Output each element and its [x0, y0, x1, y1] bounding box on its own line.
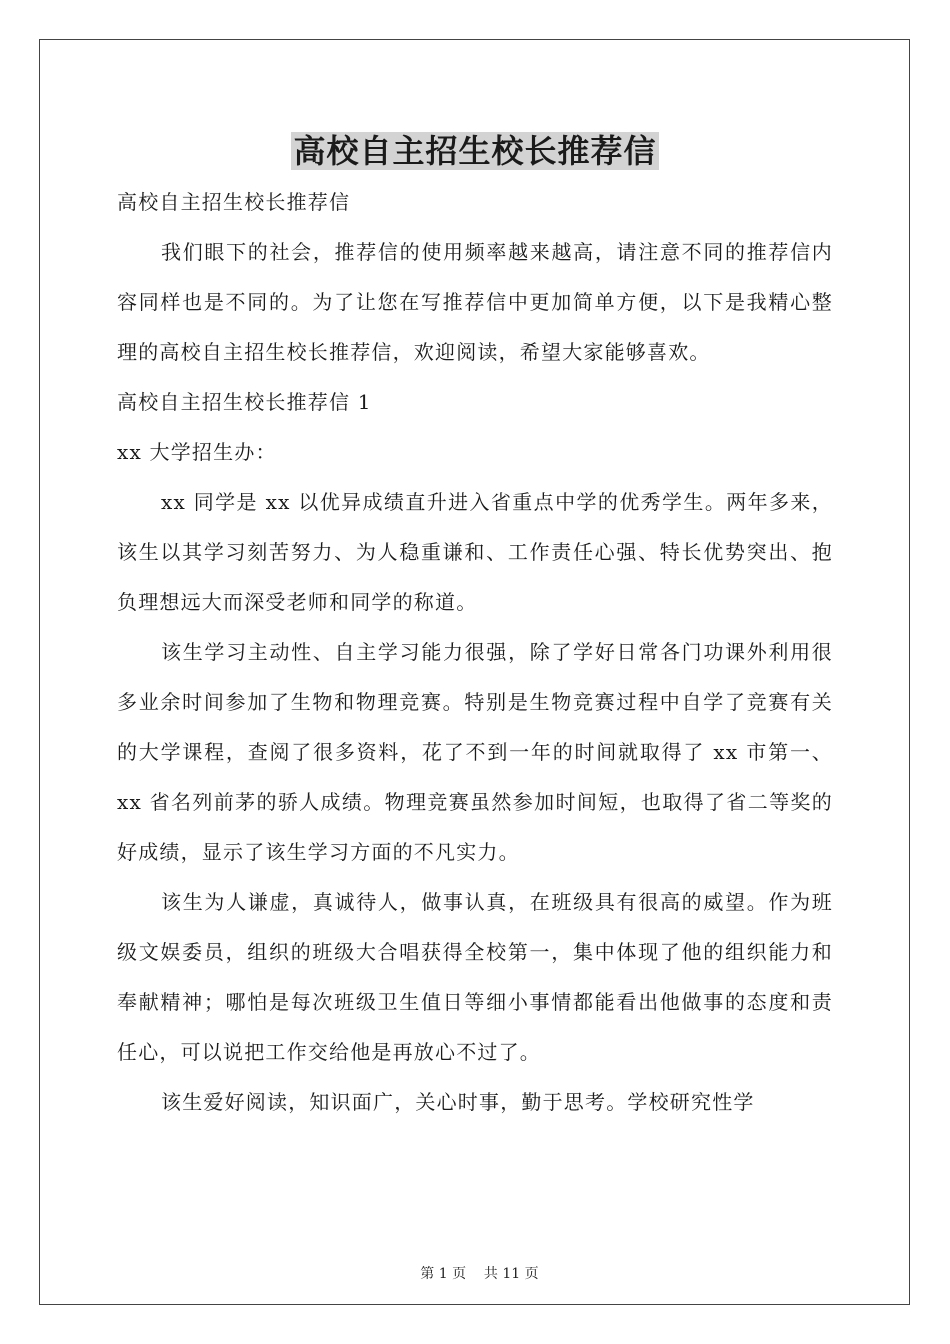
page-number-label: 第 1 页 共 11 页 [420, 1266, 539, 1282]
body-paragraph: 该生为人谦虚，真诚待人，做事认真，在班级具有很高的威望。作为班级文娱委员，组织的班级大合唱获得全校第一，集中体现了他的组织能力和奉献精神；哪怕是每次班级卫生值日等细小事情都能看出他做事的态度和责任心，可以说把工作交给他是再放心不过了。 [117, 890, 833, 1064]
subtitle-line: 高校自主招生校长推荐信 [117, 190, 351, 214]
body-paragraph: xx 同学是 xx 以优异成绩直升进入省重点中学的优秀学生。两年多来，该生以其学习刻苦努力、为人稳重谦和、工作责任心强、特长优势突出、抱负理想远大而深受老师和同学的称道。 [117, 490, 833, 614]
document-body [117, 177, 833, 1127]
document-title-text: 高校自主招生校长推荐信 [293, 132, 657, 170]
intro-paragraph: 我们眼下的社会，推荐信的使用频率越来越高，请注意不同的推荐信内容同样也是不同的。为了让您在写推荐信中更加简单方便，以下是我精心整理的高校自主招生校长推荐信，欢迎阅读，希望大家能够喜欢。 [117, 240, 833, 364]
body-paragraph: 该生爱好阅读，知识面广，关心时事，勤于思考。学校研究性学 [161, 1090, 755, 1114]
section-heading: 高校自主招生校长推荐信 1 [117, 390, 372, 414]
salutation-line: xx 大学招生办： [117, 440, 277, 464]
document-title [0, 127, 950, 175]
page-footer [0, 1244, 950, 1284]
body-paragraph: 该生学习主动性、自主学习能力很强，除了学好日常各门功课外利用很多业余时间参加了生物和物理竞赛。特别是生物竞赛过程中自学了竞赛有关的大学课程，查阅了很多资料，花了不到一年的时间就取得了 xx 市第一、xx 省名列前茅的骄人成绩。物理竞赛虽然参加时间短，也取得了省二等奖的好成绩，显示了该生学习方面的不凡实力。 [117, 640, 833, 864]
